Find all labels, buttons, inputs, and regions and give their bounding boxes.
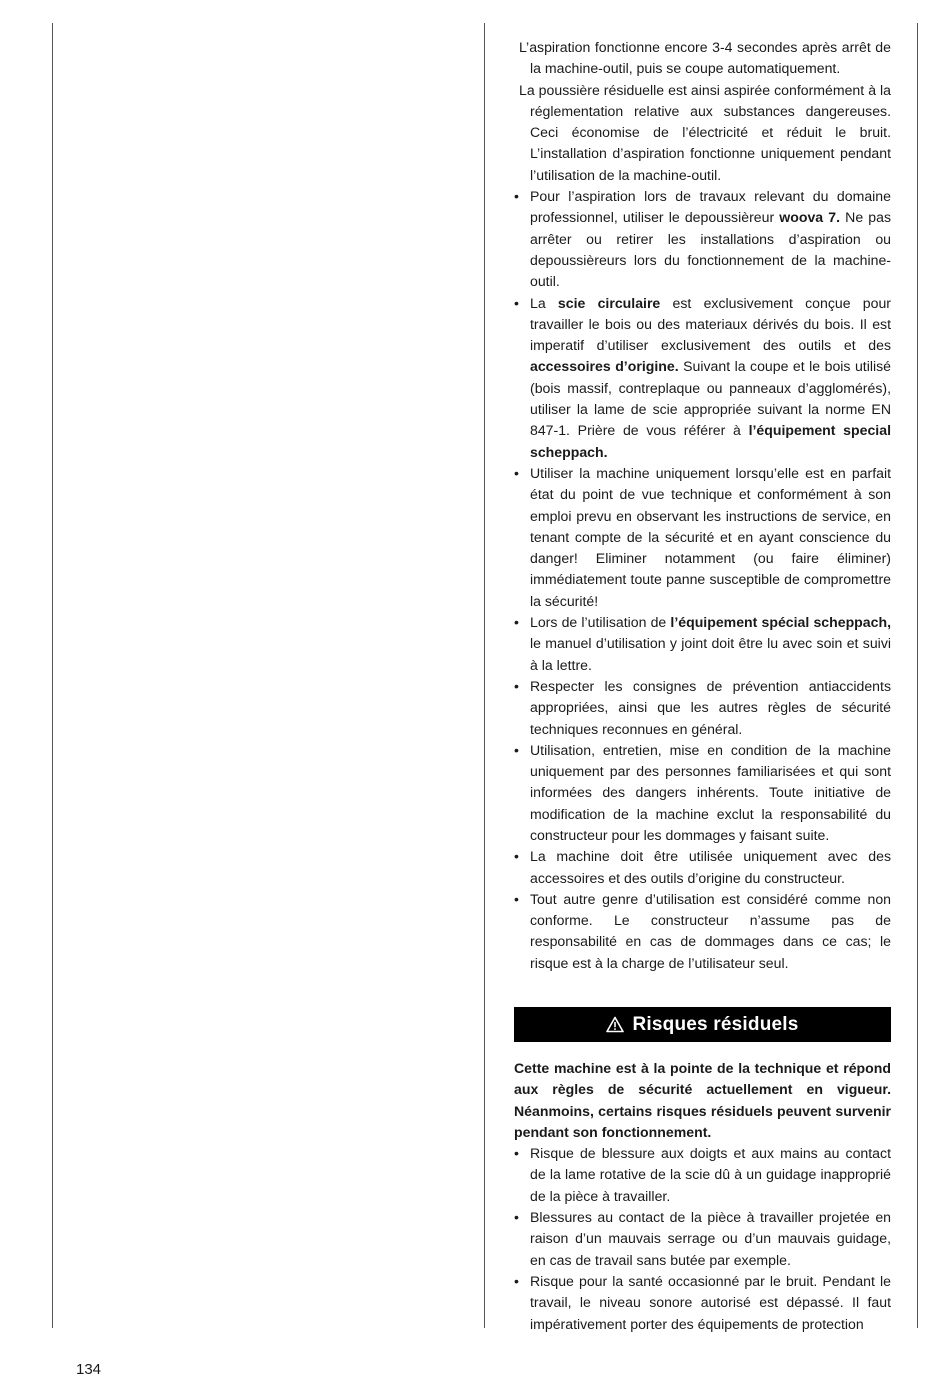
list-item — [514, 846, 891, 889]
residual-risks-text — [514, 1058, 891, 1335]
bullet-icon: • — [514, 848, 519, 865]
text-span: Utiliser la machine uniquement lorsqu’elle est en parfait état du point de vue technique et conformément à son emploi prevu en observant les instructions de service, en tenant compte de la sécurité et en ayant conscience du danger! Eliminer notamment (ou faire éliminer) immédiatement toute panne susceptible de compromettre la sécurité! — [530, 464, 891, 609]
bold-text: woova 7. — [779, 209, 841, 226]
risk-list — [514, 1143, 891, 1335]
bullet-icon: • — [514, 1145, 519, 1162]
text-span: Pour l’aspiration lors de travaux relevant du domaine professionnel, utiliser le depoussièreur — [530, 188, 891, 226]
continuation-paragraph-2: La poussière résiduelle est ainsi aspirée conformément à la réglementation relative aux substances dangereuses. Ceci économise de l’électricité et réduit le bruit. L’installation d’aspiration fonctionne uniquement pendant l’utilisation de la machine-outil. — [519, 81, 891, 183]
bold-text: l’équipement special scheppach. — [530, 422, 891, 460]
column-divider-middle — [484, 23, 485, 1328]
list-item — [514, 186, 891, 292]
bullet-icon: • — [514, 1209, 519, 1226]
list-item — [514, 889, 891, 974]
risk-item — [514, 1207, 891, 1271]
bold-text: scie circulaire — [557, 294, 661, 311]
list-item — [514, 463, 891, 612]
list-item — [514, 676, 891, 740]
bullet-icon: • — [514, 890, 519, 907]
section-title: Risques résiduels — [632, 1013, 799, 1035]
text-span: Lors de l’utilisation de — [530, 614, 671, 631]
risk-text: Blessures au contact de la pièce à travailler projetée en raison d’un mauvais serrage ou d’un mauvais guidage, en cas de travail sans butée par exemple. — [530, 1209, 891, 1268]
column-divider-left — [52, 23, 53, 1328]
text-span: est exclusivement conçue pour travailler le bois ou des materiaux dérivés du bois. Il est imperatif d’utiliser exclusivement des outils et des — [530, 294, 891, 354]
right-column-text — [514, 37, 891, 974]
text-span: Suivant la coupe et le bois utilisé (bois massif, contreplaque ou panneaux d’agglomérés), utiliser la lame de scie appropriée suivant la norme EN 847-1. Prière de vous référer à — [530, 358, 891, 439]
page-number: 134 — [76, 1361, 102, 1378]
text-span: La machine doit être utilisée uniquement avec des accessoires et des outils d’origine du constructeur. — [530, 848, 891, 886]
text-span: le manuel d’utilisation y joint doit être lu avec soin et suivi à la lettre. — [530, 635, 891, 673]
text-span: Tout autre genre d’utilisation est considéré comme non conforme. Le constructeur n’assume pas de responsabilité en cas de dommages dans ce cas; le risque est à la charge de l’utilisateur seul. — [530, 890, 891, 971]
bullet-icon: • — [514, 1272, 519, 1289]
text-span: Respecter les consignes de prévention antiaccidents appropriées, ainsi que les autres règles de sécurité techniques reconnues en général. — [530, 677, 891, 737]
bullet-icon: • — [514, 188, 519, 205]
text-span: Ne pas arrêter ou retirer les installations d’aspiration ou depoussièreurs lors du fonctionnement de la machine-outil. — [530, 209, 892, 290]
section-banner — [514, 1007, 891, 1042]
section-intro: Cette machine est à la pointe de la technique et répond aux règles de sécurité actuellement en vigueur. Néanmoins, certains risques résiduels peuvent survenir pendant son fonctionnement. — [514, 1060, 891, 1140]
warning-triangle-icon — [606, 1016, 624, 1033]
continuation-paragraph-1: L’aspiration fonctionne encore 3-4 secondes après arrêt de la machine-outil, puis se coupe automatiquement. — [519, 39, 891, 77]
risk-text: Risque pour la santé occasionné par le bruit. Pendant le travail, le niveau sonore autorisé est dépassé. Il faut impérativement porter des équipements de protection — [530, 1272, 891, 1332]
text-span: La — [530, 294, 558, 311]
bullet-icon: • — [514, 294, 519, 311]
bullet-icon: • — [514, 741, 519, 758]
risk-item — [514, 1271, 891, 1335]
bullet-list — [514, 186, 891, 974]
bullet-icon: • — [514, 614, 519, 631]
list-item — [514, 293, 891, 463]
bullet-icon: • — [514, 464, 519, 481]
bullet-icon: • — [514, 677, 519, 694]
bold-text: l’équipement spécial scheppach, — [670, 614, 891, 631]
risk-item — [514, 1143, 891, 1207]
risk-text: Risque de blessure aux doigts et aux mains au contact de la lame rotative de la scie dû à un guidage inapproprié de la pièce à travailler. — [530, 1145, 891, 1204]
list-item — [514, 612, 891, 676]
bold-text: accessoires d’origine. — [530, 358, 679, 375]
text-span: Utilisation, entretien, mise en condition de la machine uniquement par des personnes familiarisées et qui sont informées des dangers inhérents. Toute initiative de modification de la machine exclut la responsabilité du constructeur pour les dommages y faisant suite. — [530, 741, 891, 843]
column-divider-right — [917, 23, 918, 1328]
list-item — [514, 740, 891, 846]
